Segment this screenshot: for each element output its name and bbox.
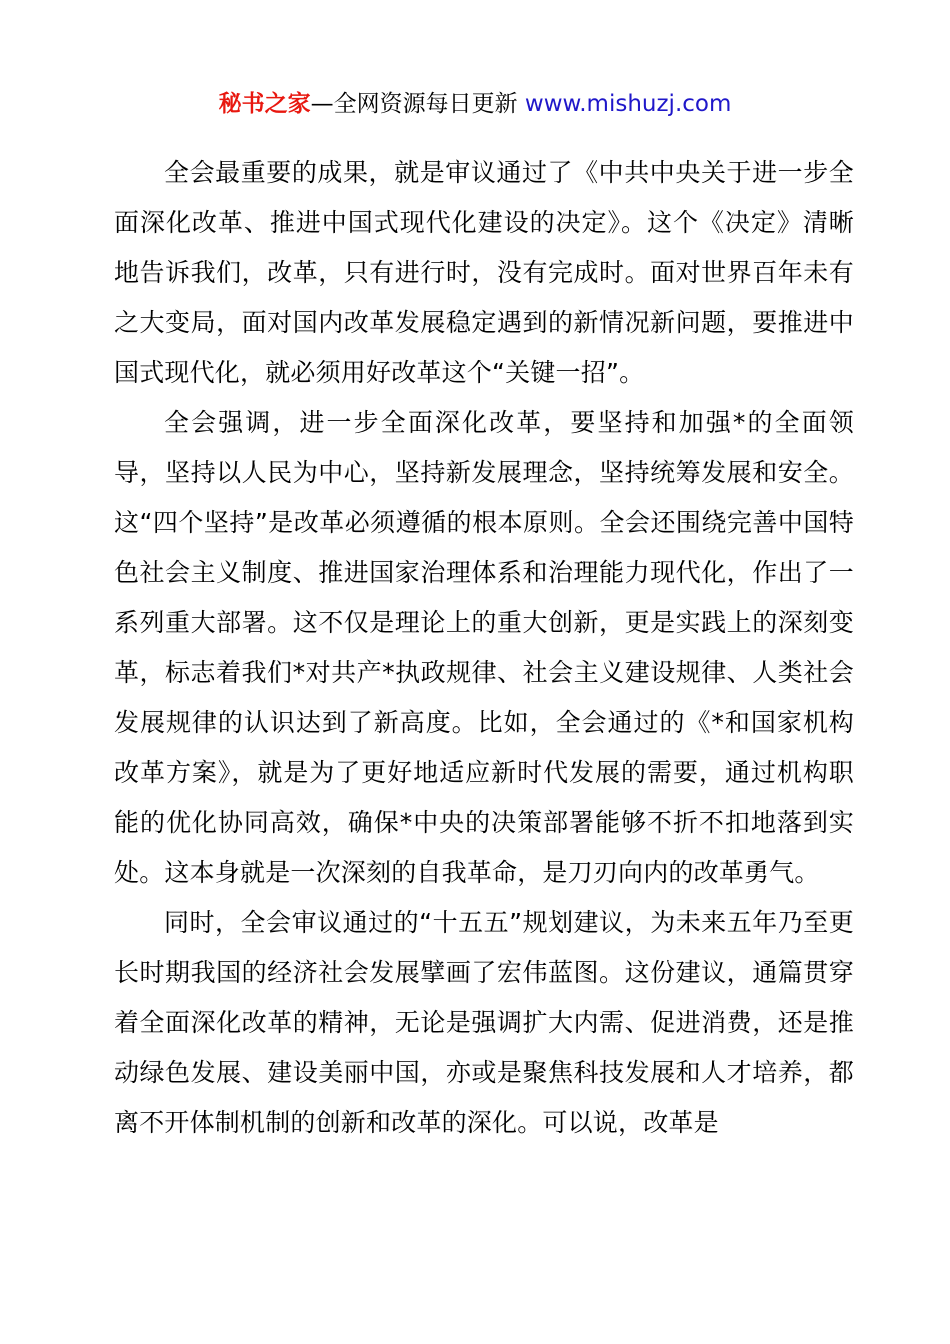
site-tagline: —全网资源每日更新 bbox=[310, 91, 525, 117]
document-body bbox=[114, 148, 854, 1148]
page-header bbox=[0, 88, 950, 120]
paragraph-3: 同时，全会审议通过的“十五五”规划建议，为未来五年乃至更长时期我国的经济社会发展擘画了宏伟蓝图。这份建议，通篇贯穿着全面深化改革的精神，无论是强调扩大内需、促进消费，还是推动绿色发展、建设美丽中国，亦或是聚焦科技发展和人才培养，都离不开体制机制的创新和改革的深化。可以说，改革是 bbox=[114, 908, 854, 1137]
paragraph-2: 全会强调，进一步全面深化改革，要坚持和加强*的全面领导，坚持以人民为中心，坚持新发展理念，坚持统筹发展和安全。这“四个坚持”是改革必须遵循的根本原则。全会还围绕完善中国特色社会主义制度、推进国家治理体系和治理能力现代化，作出了一系列重大部署。这不仅是理论上的重大创新，更是实践上的深刻变革，标志着我们*对共产*执政规律、社会主义建设规律、人类社会发展规律的认识达到了新高度。比如，全会通过的《*和国家机构改革方案》，就是为了更好地适应新时代发展的需要，通过机构职能的优化协同高效，确保*中央的决策部署能够不折不扣地落到实处。这本身就是一次深刻的自我革命，是刀刃向内的改革勇气。 bbox=[114, 408, 854, 887]
site-url-link[interactable]: www.mishuzj.com bbox=[524, 91, 732, 117]
paragraph-1: 全会最重要的成果，就是审议通过了《中共中央关于进一步全面深化改革、推进中国式现代化建设的决定》。这个《决定》清晰地告诉我们，改革，只有进行时，没有完成时。面对世界百年未有之大变局，面对国内改革发展稳定遇到的新情况新问题，要推进中国式现代化，就必须用好改革这个“关键一招”。 bbox=[114, 158, 854, 387]
site-brand: 秘书之家 bbox=[218, 91, 311, 117]
